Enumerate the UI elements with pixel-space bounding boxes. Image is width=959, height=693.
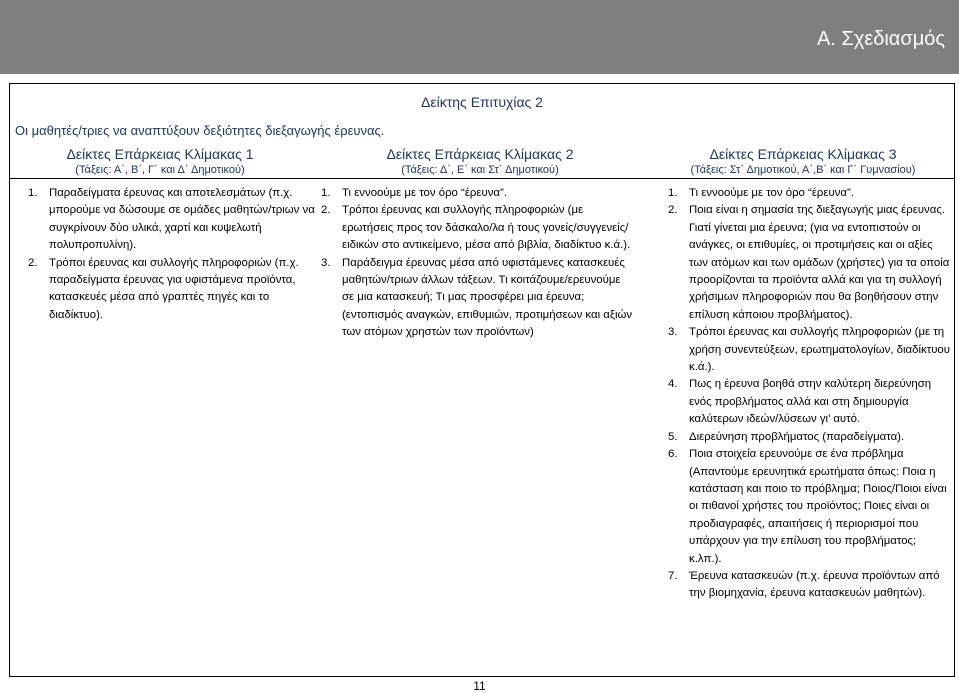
- item-text: Έρευνα κατασκευών (π.χ. έρευνα προϊόντων από την βιομηχανία, έρευνα κατασκευών μαθητών).: [689, 569, 940, 600]
- item-text: Παράδειγμα έρευνας μέσα από υφιστάμενες κατασκευές μαθητών/τριων άλλων τάξεων. Τι κοιτάζουμε/ερευνούμε σε μια κατασκευή; Τι μας προσφέρει μια έρευνα; (εντοπισμός αναγκών, επιθυμιών, προτιμήσεων και αξιών των ατόμων χρηστών των προϊόντων): [342, 256, 633, 339]
- item-text: Τρόποι έρευνας και συλλογής πληροφοριών (με τη χρήση συνεντεύξεων, ερωτηματολογίων, διαδίκτυου κ.ά.).: [689, 326, 950, 374]
- list-item: [668, 446, 950, 568]
- list-item: [668, 324, 950, 376]
- column-title: Δείκτες Επάρκειας Κλίμακας 1: [66, 146, 254, 162]
- item-number: 3.: [668, 326, 678, 339]
- list-item: [668, 376, 950, 428]
- item-number: 2.: [28, 256, 38, 269]
- item-number: 1.: [28, 187, 38, 199]
- table-goal: Οι μαθητές/τριες να αναπτύξουν δεξιότητες διεξαγωγής έρευνας.: [15, 123, 385, 138]
- column-heading-level-2: [330, 146, 630, 178]
- level-2-list: [321, 185, 633, 342]
- item-number: 1.: [321, 187, 331, 199]
- level-1-list: [28, 185, 318, 324]
- item-number: 6.: [668, 448, 678, 461]
- section-title: Α. Σχεδιασμός: [817, 28, 945, 50]
- list-item: [321, 185, 633, 202]
- page-number: 11: [473, 679, 486, 693]
- item-number: 4.: [668, 378, 678, 391]
- item-number: 7.: [668, 569, 678, 582]
- success-indicator-table: [9, 83, 955, 677]
- item-number: 3.: [321, 256, 331, 269]
- item-number: 1.: [668, 187, 678, 199]
- column-heading-level-1: [10, 146, 310, 178]
- item-number: 2.: [321, 204, 331, 217]
- header-divider: [10, 178, 954, 179]
- list-item: [321, 202, 633, 254]
- item-text: Διερεύνηση προβλήματος (παραδείγματα).: [689, 430, 905, 443]
- column-subtitle: (Τάξεις: Στ΄ Δημοτικού, Α΄,Β΄ και Γ΄ Γυμνασίου): [690, 164, 916, 176]
- item-text: Τι εννοούμε με τον όρο “έρευνα”.: [342, 187, 507, 199]
- list-item: [668, 185, 950, 202]
- item-text: Τρόποι έρευνας και συλλογής πληροφοριών (π.χ. παραδείγματα έρευνας για υφιστάμενα προϊόντα, κατασκευές μέσα από γραπτές πηγές και το διαδίκτυο).: [49, 256, 299, 321]
- item-text: Τρόποι έρευνας και συλλογής πληροφοριών (με ερωτήσεις προς τον δάσκαλο/λα ή τους γονείς/συγγενείς/ειδικών στο αντικείμενο, μέσα από βιβλία, διαδίκτυο κ.ά.).: [342, 204, 631, 252]
- list-item: [28, 185, 318, 255]
- column-subtitle: (Τάξεις: Α΄, Β΄, Γ΄ και Δ΄ Δημοτικού): [75, 164, 245, 176]
- column-heading-level-3: [650, 146, 956, 178]
- list-item: [668, 568, 950, 603]
- item-number: 5.: [668, 430, 678, 443]
- list-item: [668, 202, 950, 324]
- column-title: Δείκτες Επάρκειας Κλίμακας 2: [386, 146, 574, 162]
- section-banner: [0, 0, 959, 74]
- item-text: Ποια είναι η σημασία της διεξαγωγής μιας έρευνας. Γιατί γίνεται μια έρευνα; (για να εντοπιστούν οι ανάγκες, οι επιθυμίες, οι προτιμήσεις και οι αξίες των ατόμων και των ομάδων (χρήστες) για τα οποία προορίζονται τα προϊόντα αλλά και για τη συλλογή χρήσιμων πληροφοριών που θα βοηθήσουν στην επίλυση κάποιου προβλήματος).: [689, 204, 950, 321]
- item-text: Τι εννοούμε με τον όρο “έρευνα”.: [689, 187, 854, 199]
- list-item: [668, 429, 950, 446]
- item-number: 2.: [668, 204, 678, 217]
- table-title: Δείκτης Επιτυχίας 2: [421, 94, 543, 110]
- column-subtitle: (Τάξεις: Δ΄, Ε΄ και Στ΄ Δημοτικού): [401, 164, 559, 176]
- list-item: [28, 255, 318, 325]
- level-3-list: [668, 185, 950, 603]
- item-text: Παραδείγματα έρευνας και αποτελεσμάτων (π.χ. μπορούμε να δώσουμε σε ομάδες μαθητών/τριων να συγκρίνουν δύο υλικά, χαρτί και κυψελωτή πολυπροπυλίνη).: [49, 187, 315, 252]
- item-text: Ποια στοιχεία ερευνούμε σε ένα πρόβλημα (Απαντούμε ερευνητικά ερωτήματα όπως: Ποια η κατάσταση και ποιο το πρόβλημα; Ποιος/Ποιοι είναι οι πιθανοί χρήστες του προϊόντος; Ποιες είναι οι προδιαγραφές, απαιτήσεις ή περιορισμοί που υπάρχουν για την επίλυση του προβλήματος; κ.λπ.).: [689, 448, 947, 565]
- list-item: [321, 255, 633, 342]
- column-title: Δείκτες Επάρκειας Κλίμακας 3: [709, 146, 897, 162]
- item-text: Πως η έρευνα βοηθά στην καλύτερη διερεύνηση ενός προβλήματος αλλά και στη δημιουργία καλύτερων ιδεών/λύσεων γι’ αυτό.: [689, 378, 932, 426]
